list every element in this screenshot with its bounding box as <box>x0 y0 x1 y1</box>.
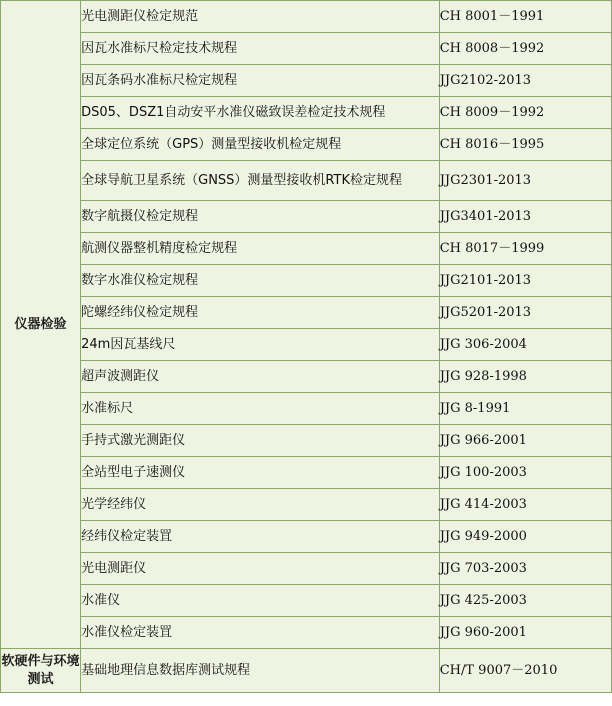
regulation-code: JJG 928-1998 <box>439 361 611 393</box>
table-row <box>1 65 612 97</box>
regulation-name: 光电测距仪检定规范 <box>81 1 440 33</box>
regulation-name: 光学经纬仪 <box>81 489 440 521</box>
regulation-name: 航测仪器整机精度检定规程 <box>81 233 440 265</box>
regulation-name: 水准仪 <box>81 585 440 617</box>
regulation-code: JJG 8-1991 <box>439 393 611 425</box>
table-row <box>1 585 612 617</box>
regulation-code: CH/T 9007－2010 <box>439 649 611 693</box>
table-row <box>1 329 612 361</box>
regulation-code: CH 8001－1991 <box>439 1 611 33</box>
regulation-code: JJG 425-2003 <box>439 585 611 617</box>
category-cell-software-hardware-environment-test: 软硬件与环境测试 <box>1 649 81 693</box>
table-row <box>1 553 612 585</box>
regulation-name: 数字水准仪检定规程 <box>81 265 440 297</box>
table-row <box>1 361 612 393</box>
regulation-name: 光电测距仪 <box>81 553 440 585</box>
table-row <box>1 521 612 553</box>
regulation-code: JJG 414-2003 <box>439 489 611 521</box>
regulation-name: 超声波测距仪 <box>81 361 440 393</box>
regulation-code: JJG2102-2013 <box>439 65 611 97</box>
table-row <box>1 201 612 233</box>
regulation-name: 经纬仪检定装罝 <box>81 521 440 553</box>
regulation-code: JJG 966-2001 <box>439 425 611 457</box>
regulation-name: 全球导航卫星系统（GNSS）测量型接收机RTK检定规程 <box>81 161 440 201</box>
regulation-name: 全球定位系统（GPS）测量型接收机检定规程 <box>81 129 440 161</box>
regulation-code: JJG 703-2003 <box>439 553 611 585</box>
table-row <box>1 489 612 521</box>
regulation-code: JJG 306-2004 <box>439 329 611 361</box>
regulation-name: 数字航摄仪检定规程 <box>81 201 440 233</box>
regulation-code: JJG5201-2013 <box>439 297 611 329</box>
regulation-name: 因瓦条码水准标尺检定规程 <box>81 65 440 97</box>
table-row <box>1 617 612 649</box>
regulation-code: JJG2301-2013 <box>439 161 611 201</box>
regulation-name: 水准标尺 <box>81 393 440 425</box>
regulation-name: 基础地理信息数据库测试规程 <box>81 649 440 693</box>
regulation-name: 手持式激光测距仪 <box>81 425 440 457</box>
category-cell-instrument-inspection: 仪器检验 <box>1 1 81 649</box>
table-row <box>1 297 612 329</box>
regulation-code: JJG 100-2003 <box>439 457 611 489</box>
table-row <box>1 265 612 297</box>
regulation-code: CH 8009－1992 <box>439 97 611 129</box>
table-row <box>1 1 612 33</box>
regulation-code: JJG3401-2013 <box>439 201 611 233</box>
table-row <box>1 393 612 425</box>
regulation-code: CH 8008－1992 <box>439 33 611 65</box>
table-row <box>1 457 612 489</box>
regulation-name: 因瓦水准标尺检定技术规程 <box>81 33 440 65</box>
regulation-name: 水准仪检定装罝 <box>81 617 440 649</box>
table-row <box>1 233 612 265</box>
table-row <box>1 161 612 201</box>
regulation-code: JJG2101-2013 <box>439 265 611 297</box>
table-row <box>1 425 612 457</box>
regulation-name: 24m因瓦基线尺 <box>81 329 440 361</box>
regulation-code: CH 8016－1995 <box>439 129 611 161</box>
regulation-name: DS05、DSZ1自动安平水准仪磁致误差检定技术规程 <box>81 97 440 129</box>
table-row <box>1 129 612 161</box>
regulation-code: JJG 960-2001 <box>439 617 611 649</box>
table-body <box>1 1 612 693</box>
table-row <box>1 649 612 693</box>
table-row <box>1 33 612 65</box>
regulation-code: JJG 949-2000 <box>439 521 611 553</box>
regulation-code: CH 8017－1999 <box>439 233 611 265</box>
regulation-name: 全站型电子速测仪 <box>81 457 440 489</box>
regulation-name: 陀螺经纬仪检定规程 <box>81 297 440 329</box>
table-row <box>1 97 612 129</box>
